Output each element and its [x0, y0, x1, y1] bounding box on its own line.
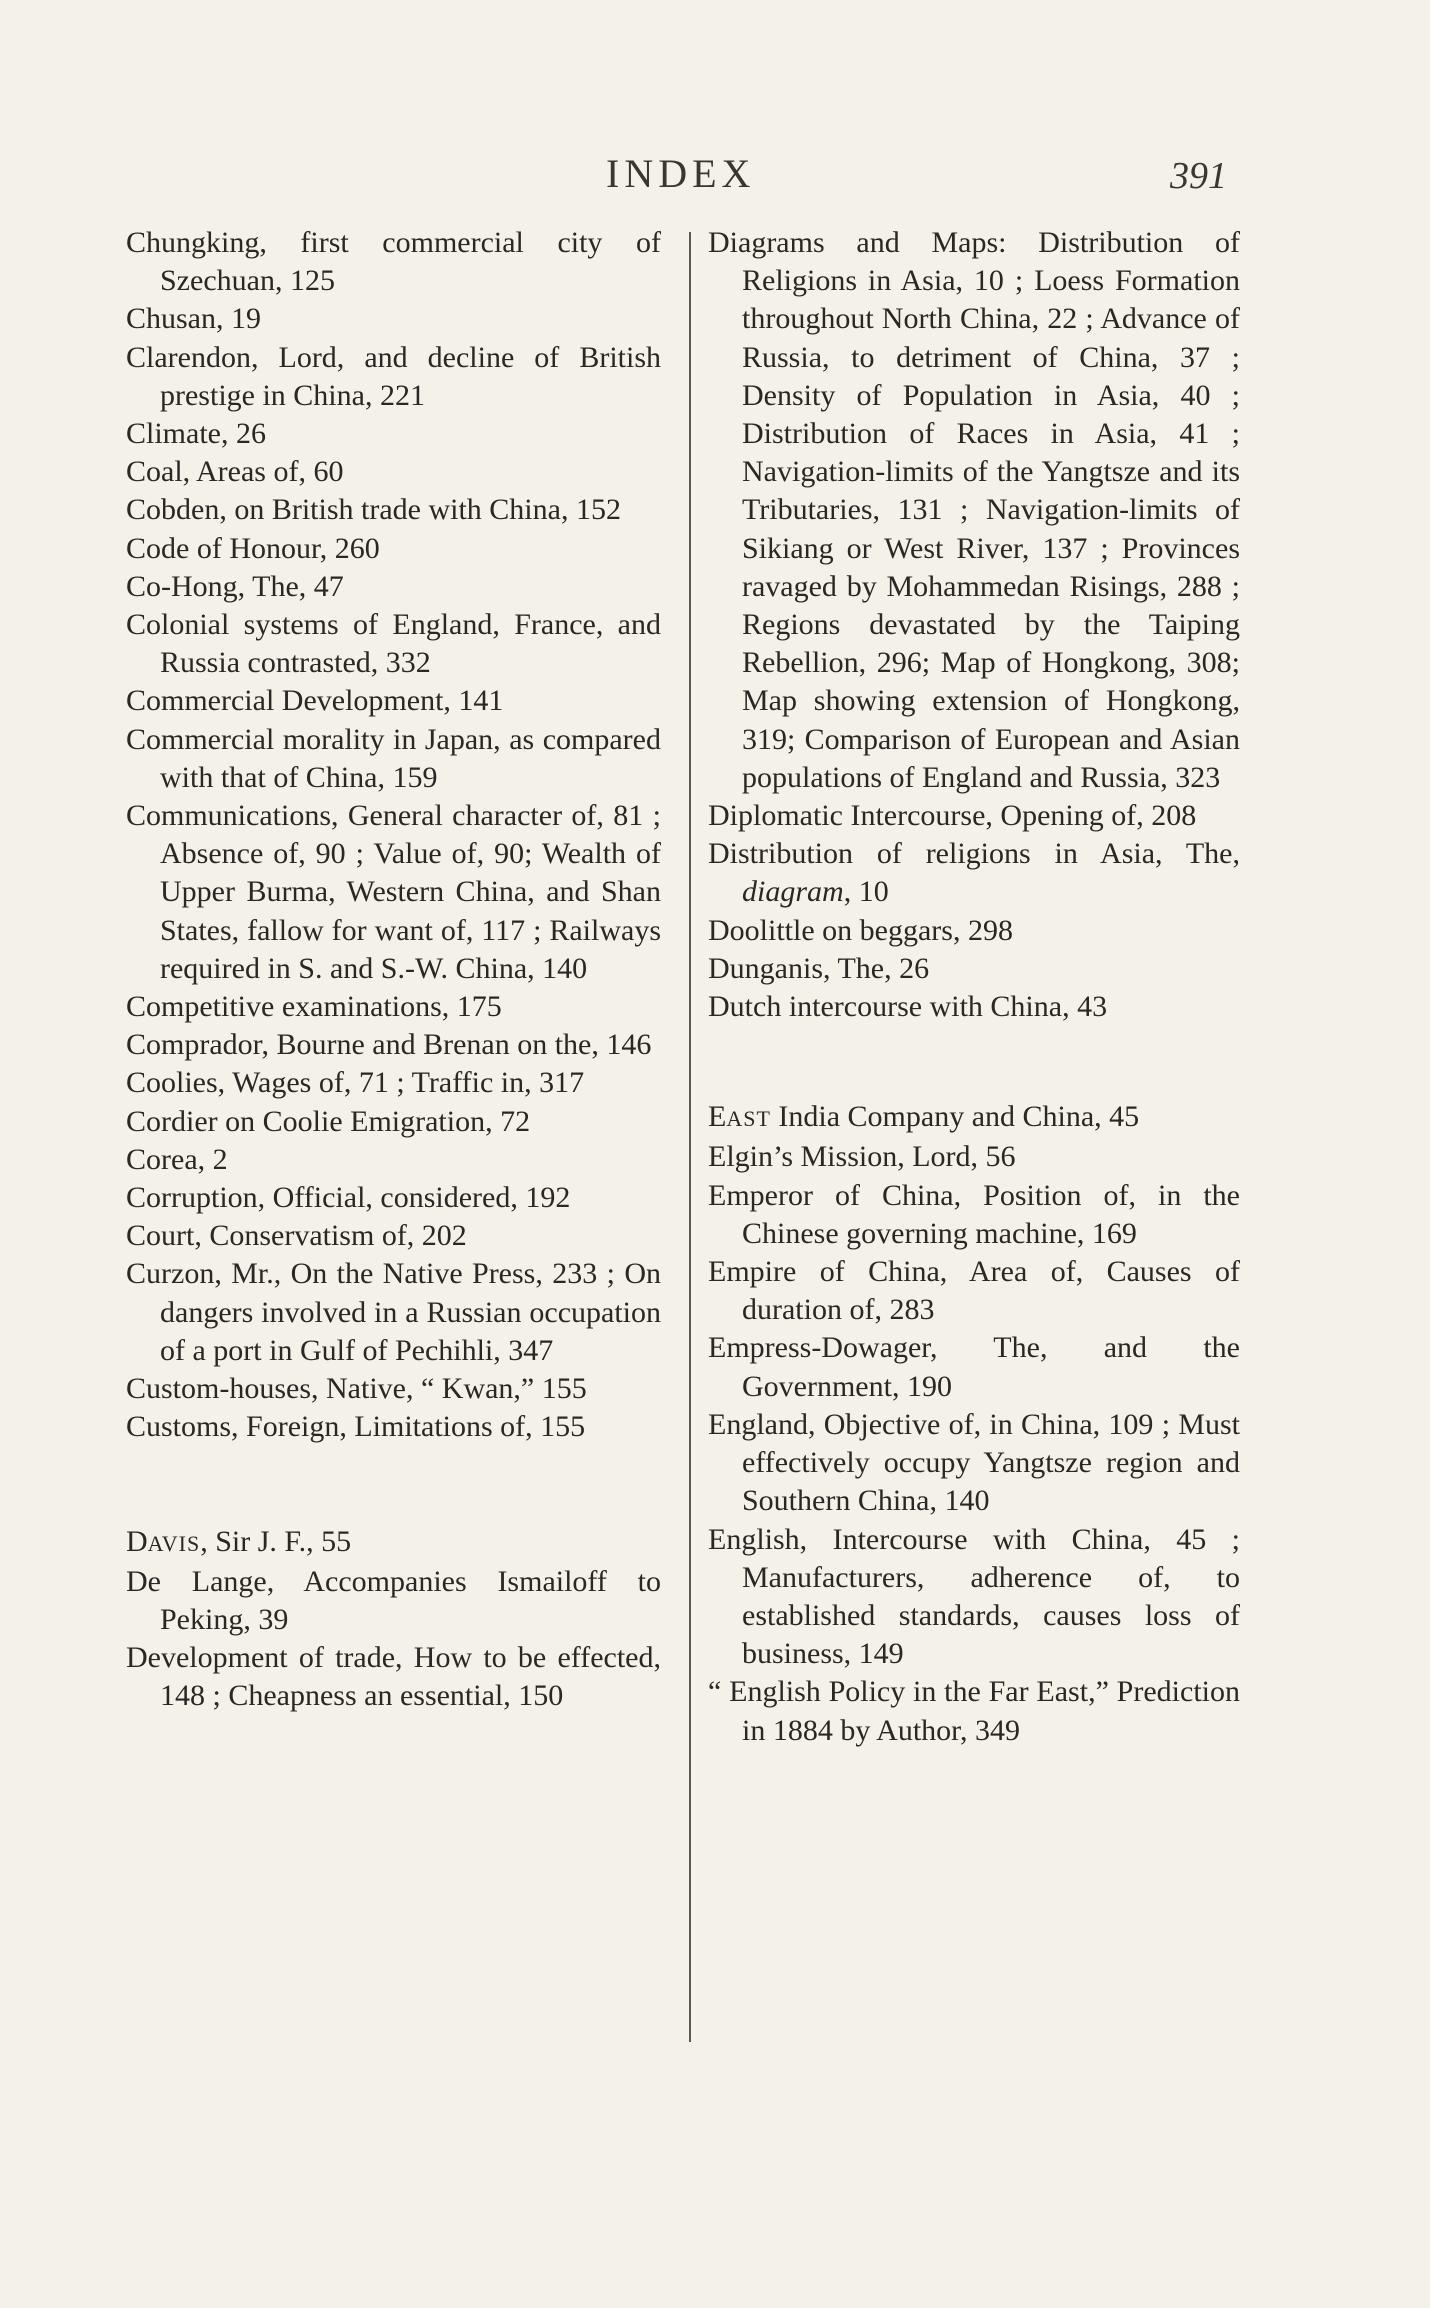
- index-entry: Elgin’s Mission, Lord, 56: [708, 1140, 1016, 1174]
- index-entry: Colonial systems of England, France, and Russia contrasted, 332: [126, 608, 661, 680]
- index-entry: Comprador, Bourne and Brenan on the, 146: [126, 1028, 652, 1062]
- index-entry: Communications, General character of, 81 ; Absence of, 90 ; Value of, 90; Wealth of Upper Burma, Western China, and Shan States, fallow for want of, 117 ; Railways required in S. and S.-W. China, 140: [126, 799, 661, 985]
- index-entry: Diagrams and Maps: Distribution of Religions in Asia, 10 ; Loess Formation throughout North China, 22 ; Advance of Russia, to detriment of China, 37 ; Density of Population in Asia, 40 ; Distribution of Races in Asia, 41 ; Navigation-limits of the Yangtsze and its Tributaries, 131 ; Navigation-limits of Sikiang or West River, 137 ; Provinces ravaged by Mohammedan Risings, 288 ; Regions devastated by the Taiping Rebellion, 296; Map of Hongkong, 308; Map showing extension of Hongkong, 319; Comparison of European and Asian populations of England and Russia, 323: [708, 226, 1240, 794]
- index-entry: Customs, Foreign, Limitations of, 155: [126, 1410, 586, 1444]
- index-entry: Cobden, on British trade with China, 152: [126, 493, 621, 527]
- index-entry-letter-d: DAVIS, Sir J. F., 55: [126, 1524, 352, 1558]
- index-entry: Competitive examinations, 175: [126, 990, 502, 1024]
- index-entry: Dunganis, The, 26: [708, 951, 930, 985]
- index-entry: Emperor of China, Position of, in the Chinese governing machine, 169: [708, 1178, 1240, 1250]
- index-entry: Coolies, Wages of, 71 ; Traffic in, 317: [126, 1066, 585, 1100]
- index-entry: Empress-Dowager, The, and the Government, 190: [708, 1331, 1240, 1403]
- index-entry: Chungking, first commercial city of Szechuan, 125: [126, 226, 661, 298]
- index-entry: Doolittle on beggars, 298: [708, 913, 1013, 947]
- index-entry: English, Intercourse with China, 45 ; Manufacturers, adherence of, to established standards, causes loss of business, 149: [708, 1522, 1240, 1671]
- running-title: INDEX: [606, 151, 756, 196]
- page-number: 391: [1170, 155, 1227, 197]
- index-entry: Clarendon, Lord, and decline of British prestige in China, 221: [126, 340, 661, 412]
- index-entry: Custom-houses, Native, “ Kwan,” 155: [126, 1372, 587, 1406]
- index-column-left: [126, 224, 661, 1716]
- index-entry: Diplomatic Intercourse, Opening of, 208: [708, 799, 1197, 833]
- index-entry: Cordier on Coolie Emigration, 72: [126, 1104, 531, 1138]
- index-entry: Curzon, Mr., On the Native Press, 233 ; On dangers involved in a Russian occupation of a port in Gulf of Pechihli, 347: [126, 1257, 661, 1367]
- index-entry: England, Objective of, in China, 109 ; Must effectively occupy Yangtsze region and Southern China, 140: [708, 1407, 1240, 1518]
- index-entry: Code of Honour, 260: [126, 531, 380, 565]
- index-entry: Empire of China, Area of, Causes of duration of, 283: [708, 1255, 1240, 1327]
- index-entry: Court, Conservatism of, 202: [126, 1219, 467, 1253]
- column-divider: [689, 232, 691, 2042]
- index-entry: Corea, 2: [126, 1142, 228, 1176]
- index-column-right: [708, 224, 1240, 1750]
- index-entry: Co-Hong, The, 47: [126, 569, 344, 603]
- index-entry: Climate, 26: [126, 417, 266, 451]
- running-head: [0, 150, 1430, 200]
- index-entry: “ English Policy in the Far East,” Prediction in 1884 by Author, 349: [708, 1675, 1240, 1747]
- index-entry-letter-e: EAST India Company and China, 45: [708, 1100, 1140, 1134]
- index-entry: Chusan, 19: [126, 302, 261, 336]
- index-entry: Development of trade, How to be effected, 148 ; Cheapness an essential, 150: [126, 1641, 661, 1713]
- index-entry: Dutch intercourse with China, 43: [708, 990, 1108, 1024]
- index-entry: Coal, Areas of, 60: [126, 455, 344, 489]
- index-entry: Commercial Development, 141: [126, 684, 504, 718]
- index-entry: Commercial morality in Japan, as compared with that of China, 159: [126, 722, 661, 794]
- index-entry: Corruption, Official, considered, 192: [126, 1181, 571, 1215]
- index-entry: De Lange, Accompanies Ismailoff to Peking, 39: [126, 1564, 661, 1636]
- index-entry: Distribution of religions in Asia, The, diagram, 10: [708, 837, 1240, 909]
